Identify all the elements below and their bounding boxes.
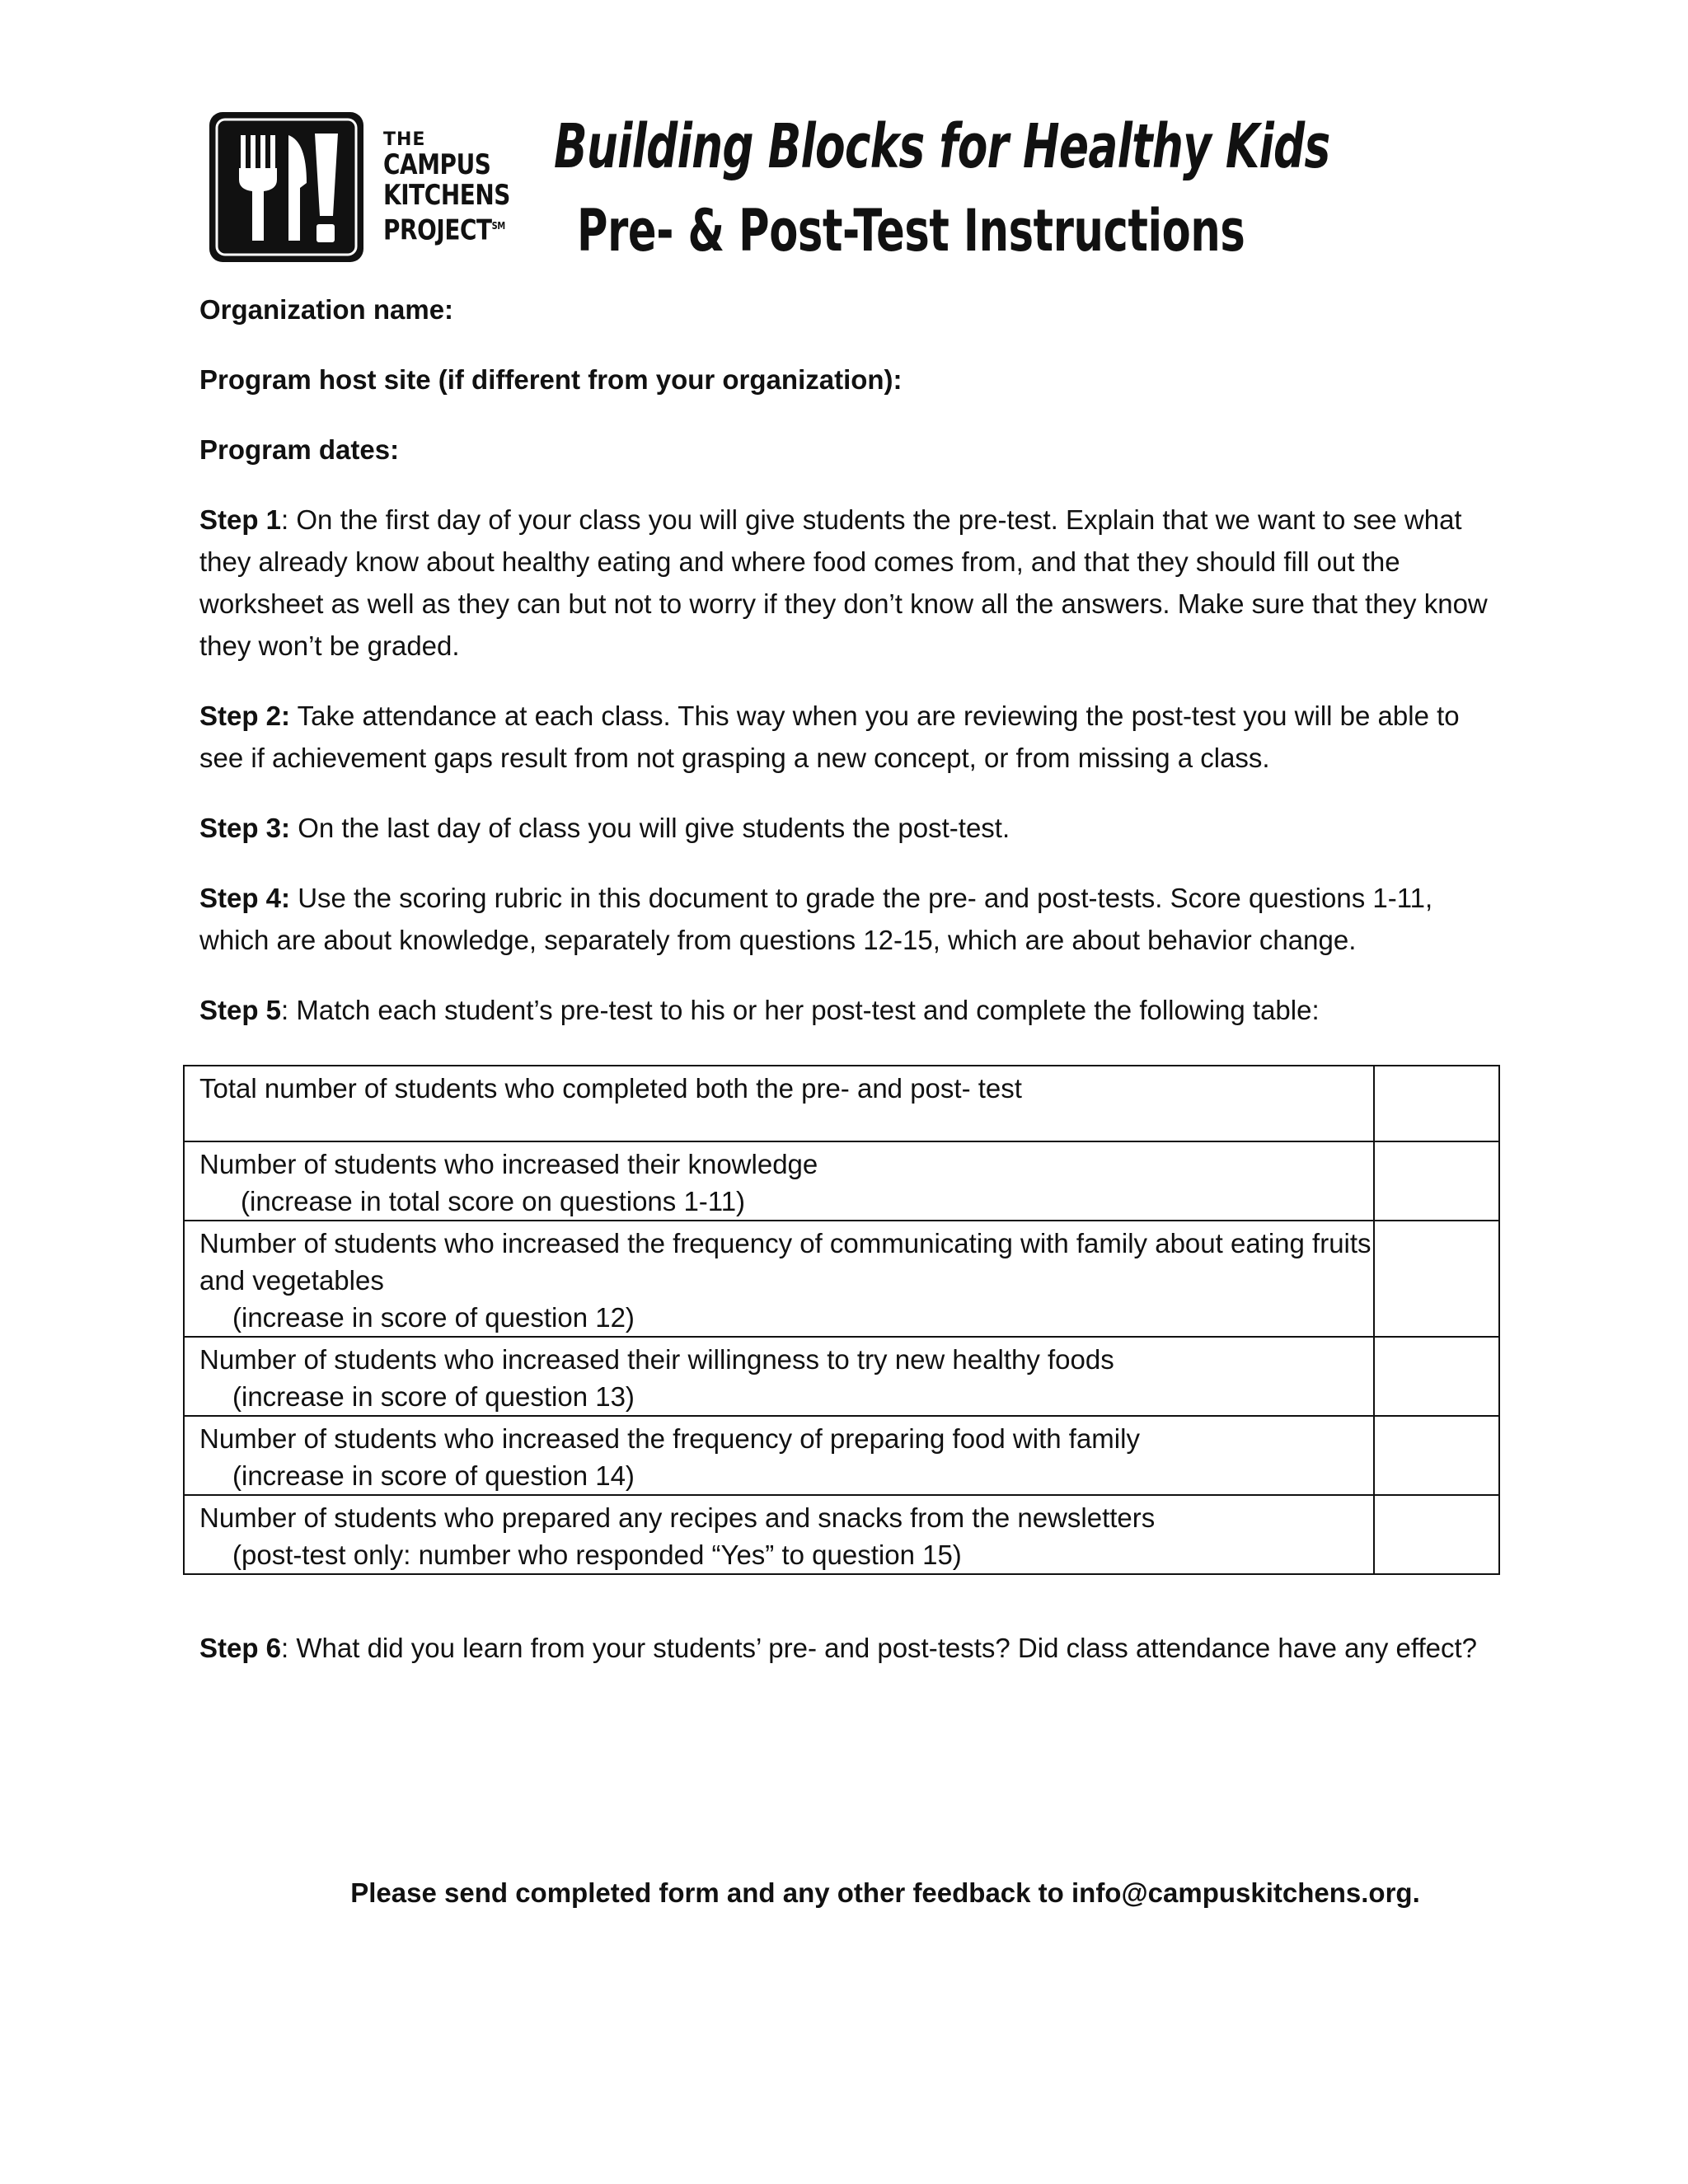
host-site-label: Program host site (if different from your organization): <box>199 364 903 395</box>
row-3-sub: (increase in score of question 12) <box>232 1302 635 1333</box>
row-6-main: Number of students who prepared any recipes and snacks from the newsletters <box>199 1502 1156 1533</box>
table-row <box>184 1066 1499 1141</box>
logo-line-campus: CAMPUS <box>383 148 491 181</box>
logo-servicemark: SM <box>491 220 505 232</box>
logo-wordmark <box>383 130 538 246</box>
step-6-sep: : <box>281 1633 289 1663</box>
document-subtitle: Pre- & Post-Test Instructions <box>577 197 1245 265</box>
step-6-text: What did you learn from your students’ pre- and post-tests? Did class attendance have any effect? <box>288 1633 1478 1663</box>
step-4 <box>199 877 1502 961</box>
step-1-text: On the first day of your class you will give students the pre-test. Explain that we want to see what they already know about healthy eating and where food comes from, and that they should fill out the worksheet as well as they can but not to worry if they don’t know all the answers. Make sure that they know they won’t be graded. <box>199 504 1488 661</box>
row-2-sub: (increase in total score on questions 1-11) <box>241 1186 746 1216</box>
step-5-text: Match each student’s pre-test to his or her post-test and complete the following table: <box>288 995 1320 1025</box>
footer-note: Please send completed form and any other feedback to info@campuskitchens.org. <box>350 1877 1420 1908</box>
table-cell-value[interactable] <box>1374 1221 1499 1337</box>
table-row <box>184 1495 1499 1574</box>
step-1-sep: : <box>281 504 289 535</box>
step-2-label: Step 2: <box>199 701 291 731</box>
step-2-text: Take attendance at each class. This way when you are reviewing the post-test you will be able to see if achievement gaps result from not grasping a new concept, or from missing a class. <box>199 701 1460 773</box>
step-6 <box>199 1627 1502 1669</box>
table-cell-value[interactable] <box>1374 1141 1499 1221</box>
table-row <box>184 1337 1499 1416</box>
table-cell-label <box>184 1221 1374 1337</box>
row-4-main: Number of students who increased their willingness to try new healthy foods <box>199 1344 1114 1375</box>
logo-the: THE <box>383 129 426 150</box>
table-row <box>184 1416 1499 1495</box>
table-row <box>184 1141 1499 1221</box>
row-3-main: Number of students who increased the frequency of communicating with family about eating fruits and vegetables <box>199 1228 1372 1296</box>
table-cell-value[interactable] <box>1374 1066 1499 1141</box>
row-1-main: Total number of students who completed both the pre- and post- test <box>199 1073 1022 1104</box>
step-5-label: Step 5 <box>199 995 282 1025</box>
row-5-sub: (increase in score of question 14) <box>232 1460 635 1491</box>
table-cell-label <box>184 1416 1374 1495</box>
logo-project: PROJECT <box>383 213 492 247</box>
step-5-sep: : <box>281 995 289 1025</box>
step-1-label: Step 1 <box>199 504 282 535</box>
step-2 <box>199 695 1502 779</box>
campus-kitchens-logo-icon <box>206 109 367 265</box>
step-3-text: On the last day of class you will give students the post-test. <box>290 813 1010 843</box>
step-6-label: Step 6 <box>199 1633 282 1663</box>
table-cell-value[interactable] <box>1374 1337 1499 1416</box>
results-table <box>183 1065 1500 1575</box>
row-5-main: Number of students who increased the frequency of preparing food with family <box>199 1423 1140 1454</box>
logo-line-kitchens: KITCHENS <box>383 179 510 212</box>
table-cell-value[interactable] <box>1374 1416 1499 1495</box>
step-5 <box>199 989 1502 1031</box>
row-6-sub: (post-test only: number who responded “Yes” to question 15) <box>232 1540 962 1570</box>
row-2-main: Number of students who increased their knowledge <box>199 1149 818 1179</box>
table-cell-label <box>184 1495 1374 1574</box>
step-3-label: Step 3: <box>199 813 291 843</box>
organization-name-label: Organization name: <box>199 294 454 325</box>
table-row <box>184 1221 1499 1337</box>
step-3 <box>199 807 1502 849</box>
table-cell-value[interactable] <box>1374 1495 1499 1574</box>
program-dates-label: Program dates: <box>199 434 400 465</box>
step-1 <box>199 499 1502 667</box>
logo-line-project <box>383 211 510 246</box>
table-cell-label <box>184 1337 1374 1416</box>
table-cell-label <box>184 1141 1374 1221</box>
row-4-sub: (increase in score of question 13) <box>232 1381 635 1412</box>
step-4-text: Use the scoring rubric in this document to grade the pre- and post-tests. Score questions 1-11, which are about knowledge, separately from questions 12-15, which are about behavior change. <box>199 883 1433 955</box>
step-4-label: Step 4: <box>199 883 291 913</box>
document-title: Building Blocks for Healthy Kids <box>554 111 1330 182</box>
table-cell-label <box>184 1066 1374 1141</box>
